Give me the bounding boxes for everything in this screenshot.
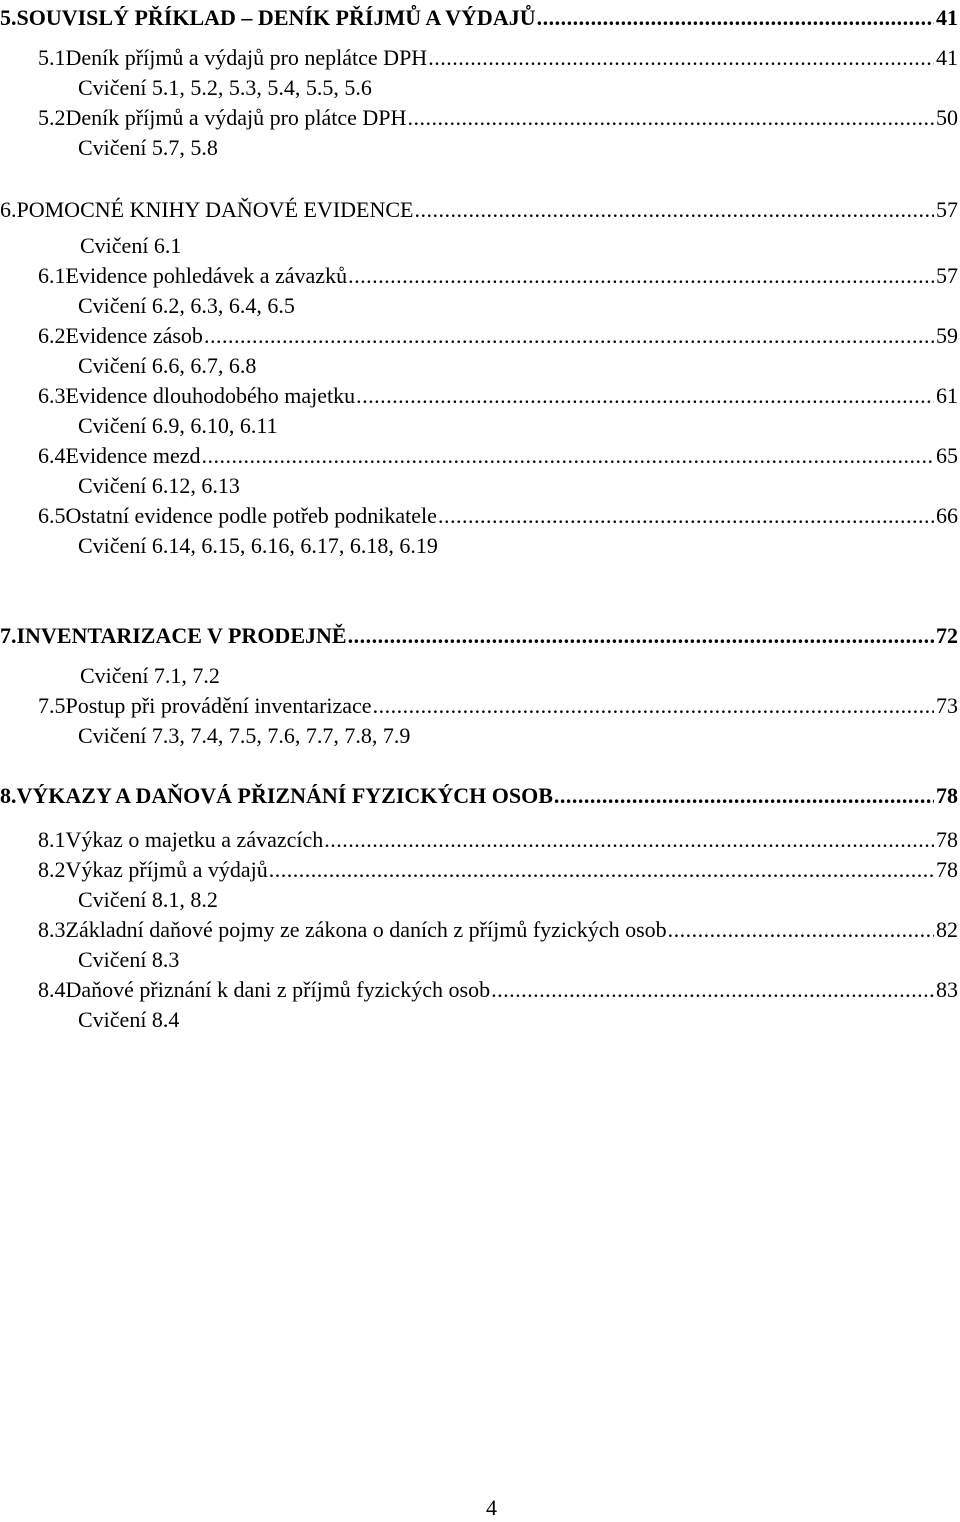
toc-entry-title: Evidence mezd [65,443,201,468]
toc-entry-title: Ostatní evidence podle potřeb podnikatele [65,503,437,528]
toc-entry-number: 6.3 [38,383,66,408]
toc-section-entry [38,382,958,410]
toc-exercise-line [78,472,240,500]
toc-entry-title: Cvičení 8.4 [78,1007,180,1032]
toc-entry-number: 6.2 [38,323,66,348]
toc-entry-number: 5.1 [38,45,66,70]
toc-entry-title: Evidence dlouhodobého majetku [65,383,356,408]
toc-dot-leader [269,856,934,884]
toc-entry-title: INVENTARIZACE V PRODEJNĚ [16,623,347,648]
toc-entry-number: 5.2 [38,105,66,130]
toc-dot-leader [491,976,934,1004]
toc-page-number: 82 [936,917,958,942]
toc-page-number: 78 [936,783,958,808]
toc-entry-title: Cvičení 6.9, 6.10, 6.11 [78,413,278,438]
toc-entry-title: SOUVISLÝ PŘÍKLAD – DENÍK PŘÍJMŮ A VÝDAJŮ [16,5,536,30]
toc-entry-title: Výkaz o majetku a závazcích [65,827,324,852]
toc-entry-number: 5. [0,5,17,30]
toc-page-number: 41 [936,45,958,70]
toc-section-entry [38,322,958,350]
toc-dot-leader [348,262,934,290]
toc-entry-number: 6.4 [38,443,66,468]
toc-page-number: 59 [936,323,958,348]
toc-page-number: 61 [936,383,958,408]
toc-entry-number: 8.2 [38,857,66,882]
toc-entry-title: Cvičení 6.14, 6.15, 6.16, 6.17, 6.18, 6.19 [78,533,438,558]
toc-entry-title: Daňové přiznání k dani z příjmů fyzických osob [65,977,491,1002]
toc-dot-leader [438,502,934,530]
toc-exercise-line [78,946,179,974]
toc-exercise-line [78,352,256,380]
toc-exercise-line [78,722,410,750]
toc-entry-title: Cvičení 6.12, 6.13 [78,473,240,498]
toc-section-entry [38,502,958,530]
toc-page-number: 65 [936,443,958,468]
toc-exercise-line [80,662,220,690]
toc-page-number: 41 [936,5,958,30]
toc-entry-title: Cvičení 8.1, 8.2 [78,887,218,912]
toc-entry-number: 6. [0,197,17,222]
toc-entry-title: VÝKAZY A DAŇOVÁ PŘIZNÁNÍ FYZICKÝCH OSOB [16,783,553,808]
toc-entry-title: Základní daňové pojmy ze zákona o daních z příjmů fyzických osob [65,917,667,942]
toc-entry-title: Evidence pohledávek a závazků [65,263,348,288]
toc-entry-title: Cvičení 6.1 [80,233,182,258]
toc-entry-number: 8.1 [38,827,66,852]
toc-section-entry [38,826,958,854]
toc-entry-title: Výkaz příjmů a výdajů [65,857,268,882]
toc-dot-leader [428,44,934,72]
toc-page-number: 73 [936,693,958,718]
toc-chapter-entry [0,196,958,224]
toc-dot-leader [373,692,934,720]
toc-exercise-line [78,292,295,320]
toc-entry-title: Deník příjmů a výdajů pro neplátce DPH [65,45,428,70]
toc-section-entry [38,976,958,1004]
page-number: 4 [486,1495,497,1520]
toc-section-entry [38,916,958,944]
toc-page-number: 57 [936,197,958,222]
toc-page-number: 78 [936,857,958,882]
toc-dot-leader [204,322,934,350]
toc-exercise-line [78,74,372,102]
toc-section-entry [38,856,958,884]
toc-dot-leader [415,196,935,224]
toc-entry-title: Postup při provádění inventarizace [65,693,372,718]
toc-section-entry [38,104,958,132]
toc-section-entry [38,262,958,290]
toc-chapter-entry [0,622,958,650]
toc-entry-number: 8.4 [38,977,66,1002]
toc-page-number: 83 [936,977,958,1002]
toc-dot-leader [324,826,934,854]
toc-dot-leader [348,622,934,650]
toc-exercise-line [80,232,181,260]
toc-page-number: 72 [936,623,958,648]
toc-exercise-line [78,412,278,440]
toc-dot-leader [668,916,934,944]
toc-page-number: 78 [936,827,958,852]
toc-dot-leader [407,104,934,132]
toc-dot-leader [537,4,934,32]
toc-section-entry [38,44,958,72]
toc-section-entry [38,442,958,470]
toc-entry-number: 8.3 [38,917,66,942]
toc-entry-title: Cvičení 7.3, 7.4, 7.5, 7.6, 7.7, 7.8, 7.9 [78,723,411,748]
toc-section-entry [38,692,958,720]
toc-chapter-entry [0,4,958,32]
toc-exercise-line [78,886,218,914]
toc-entry-title: Cvičení 6.6, 6.7, 6.8 [78,353,257,378]
toc-entry-title: Deník příjmů a výdajů pro plátce DPH [65,105,407,130]
toc-dot-leader [554,782,934,810]
toc-entry-number: 6.1 [38,263,66,288]
toc-dot-leader [356,382,934,410]
toc-entry-number: 6.5 [38,503,66,528]
toc-entry-title: POMOCNÉ KNIHY DAŇOVÉ EVIDENCE [16,197,414,222]
toc-entry-number: 7. [0,623,17,648]
toc-entry-title: Cvičení 5.1, 5.2, 5.3, 5.4, 5.5, 5.6 [78,75,372,100]
toc-entry-title: Cvičení 7.1, 7.2 [80,663,220,688]
toc-entry-title: Cvičení 5.7, 5.8 [78,135,218,160]
toc-exercise-line [78,532,438,560]
toc-page-number: 66 [936,503,958,528]
toc-chapter-entry [0,782,958,810]
toc-page-number: 50 [936,105,958,130]
toc-entry-title: Evidence zásob [65,323,203,348]
toc-exercise-line [78,134,218,162]
toc-entry-title: Cvičení 6.2, 6.3, 6.4, 6.5 [78,293,295,318]
toc-page-number: 57 [936,263,958,288]
toc-entry-number: 8. [0,783,17,808]
toc-dot-leader [202,442,935,470]
toc-entry-number: 7.5 [38,693,66,718]
toc-entry-title: Cvičení 8.3 [78,947,180,972]
toc-exercise-line [78,1006,179,1034]
